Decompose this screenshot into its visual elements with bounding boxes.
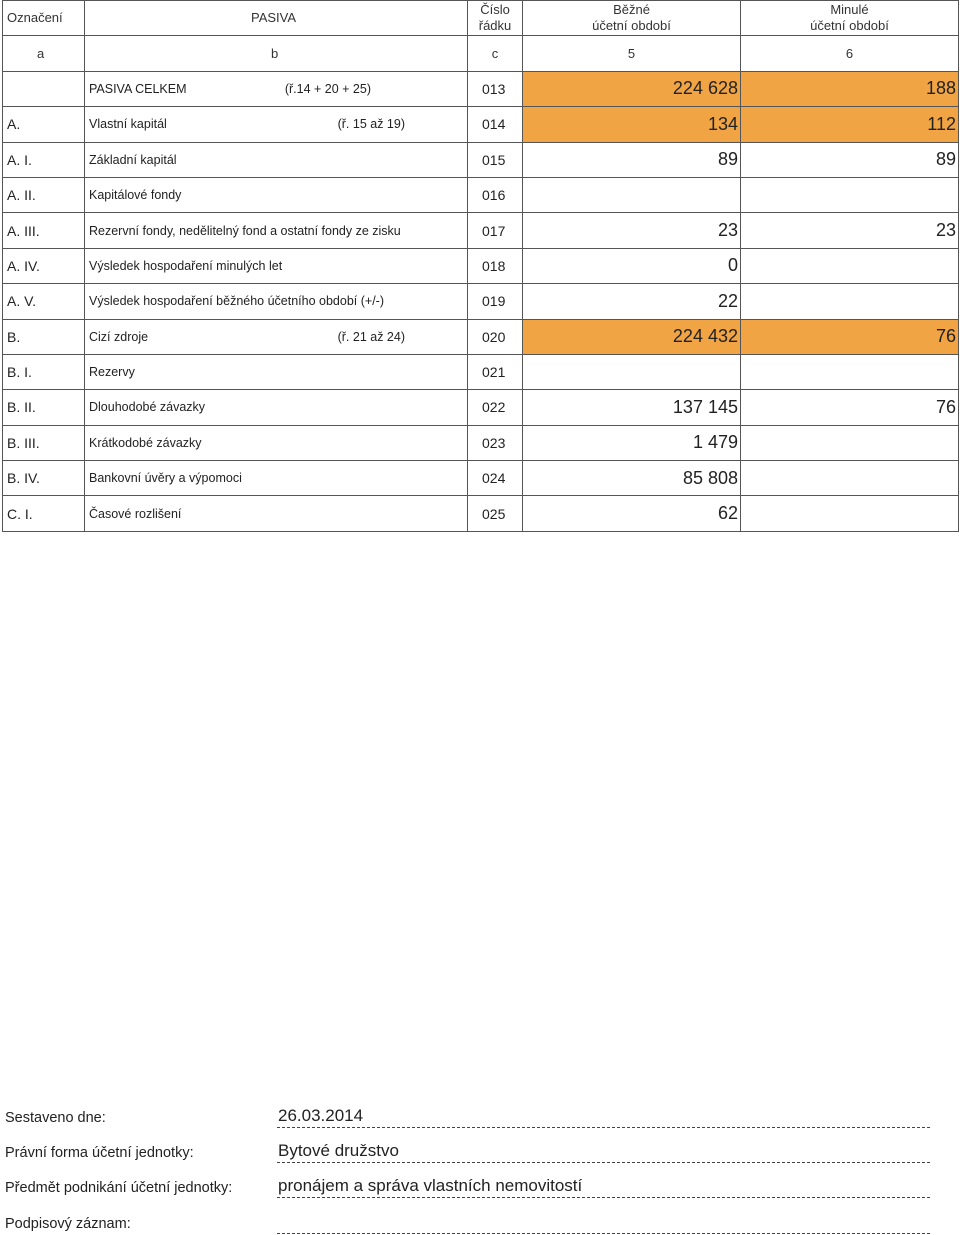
row-mark [3, 71, 85, 106]
row-name-text: Základní kapitál [89, 152, 177, 167]
row-name [85, 319, 468, 354]
row-current-value: 1 479 [523, 425, 741, 460]
row-mark: B. I. [3, 354, 85, 389]
row-name-text: Dlouhodobé závazky [89, 400, 206, 415]
row-name-text: Cizí zdroje [89, 329, 149, 344]
row-previous-value [741, 354, 959, 389]
row-previous-value: 89 [741, 142, 959, 177]
row-mark: A. I. [3, 142, 85, 177]
row-name-text: Kapitálové fondy [89, 188, 182, 203]
footer-business-row [5, 1174, 935, 1198]
table-row [3, 461, 959, 496]
date-label: Sestaveno dne: [5, 1110, 106, 1126]
table-row [3, 107, 959, 142]
row-name [85, 213, 468, 248]
row-code: 016 [468, 177, 523, 212]
row-previous-value: 76 [741, 319, 959, 354]
signature-label: Podpisový záznam: [5, 1216, 131, 1232]
row-name-text: Bankovní úvěry a výpomoci [89, 471, 242, 486]
row-code: 022 [468, 390, 523, 425]
row-name-text: Vlastní kapitál [89, 117, 167, 132]
sub-col-a: a [3, 36, 85, 71]
row-name [85, 461, 468, 496]
row-name-text: Rezervy [89, 365, 135, 380]
row-mark: B. IV. [3, 461, 85, 496]
table-row [3, 248, 959, 283]
header-col-current: Běžné účetní období [523, 1, 741, 36]
row-current-value: 134 [523, 107, 741, 142]
row-name [85, 390, 468, 425]
table-row [3, 213, 959, 248]
legal-form-value: Bytové družstvo [277, 1141, 930, 1163]
business-value: pronájem a správa vlastních nemovitostí [277, 1176, 930, 1198]
header-col-name: PASIVA [85, 1, 468, 36]
row-formula: (ř.14 + 20 + 25) [284, 81, 371, 96]
row-code: 020 [468, 319, 523, 354]
row-current-value [523, 177, 741, 212]
liabilities-table [2, 0, 959, 532]
row-code: 014 [468, 107, 523, 142]
row-mark: A. II. [3, 177, 85, 212]
table-row [3, 71, 959, 106]
row-code: 017 [468, 213, 523, 248]
row-current-value: 22 [523, 284, 741, 319]
row-name-text: Rezervní fondy, nedělitelný fond a ostatní fondy ze zisku [89, 223, 401, 238]
row-current-value [523, 354, 741, 389]
legal-form-label: Právní forma účetní jednotky: [5, 1145, 194, 1161]
date-value: 26.03.2014 [277, 1106, 930, 1128]
row-current-value: 23 [523, 213, 741, 248]
row-previous-value [741, 425, 959, 460]
business-label: Předmět podnikání účetní jednotky: [5, 1180, 233, 1196]
row-formula: (ř. 21 až 24) [337, 329, 405, 344]
table-row [3, 319, 959, 354]
row-previous-value [741, 177, 959, 212]
row-code: 025 [468, 496, 523, 531]
header-col-mark: Označení [3, 1, 85, 36]
row-name [85, 284, 468, 319]
row-code: 013 [468, 71, 523, 106]
row-mark: B. [3, 319, 85, 354]
row-name [85, 177, 468, 212]
row-previous-value: 23 [741, 213, 959, 248]
row-mark: A. III. [3, 213, 85, 248]
row-name [85, 71, 468, 106]
row-name-text: Výsledek hospodaření minulých let [89, 258, 283, 273]
row-current-value: 0 [523, 248, 741, 283]
table-row [3, 425, 959, 460]
row-previous-value: 112 [741, 107, 959, 142]
table-row [3, 354, 959, 389]
table-row [3, 496, 959, 531]
row-code: 019 [468, 284, 523, 319]
table-row [3, 284, 959, 319]
row-current-value: 62 [523, 496, 741, 531]
sub-col-b: b [85, 36, 468, 71]
row-code: 024 [468, 461, 523, 496]
row-previous-value [741, 248, 959, 283]
row-previous-value [741, 461, 959, 496]
row-mark: A. IV. [3, 248, 85, 283]
row-name-text: Časové rozlišení [89, 506, 182, 521]
row-current-value: 85 808 [523, 461, 741, 496]
sub-col-c: c [468, 36, 523, 71]
row-name [85, 354, 468, 389]
row-current-value: 224 432 [523, 319, 741, 354]
row-previous-value: 76 [741, 390, 959, 425]
row-code: 021 [468, 354, 523, 389]
row-mark: A. V. [3, 284, 85, 319]
row-mark: B. III. [3, 425, 85, 460]
footer-legal-row [5, 1139, 935, 1163]
row-previous-value [741, 284, 959, 319]
row-name [85, 496, 468, 531]
footer-date-row [5, 1104, 935, 1128]
row-name-text: Výsledek hospodaření běžného účetního období (+/-) [89, 294, 384, 309]
row-mark: B. II. [3, 390, 85, 425]
header-col-code: Číslo řádku [468, 1, 523, 36]
row-code: 018 [468, 248, 523, 283]
row-previous-value [741, 496, 959, 531]
row-code: 023 [468, 425, 523, 460]
table-row [3, 177, 959, 212]
row-name [85, 107, 468, 142]
row-name [85, 142, 468, 177]
row-name-text: Krátkodobé závazky [89, 435, 202, 450]
footer-signature-row [5, 1210, 935, 1234]
row-name-text: PASIVA CELKEM [89, 81, 187, 96]
row-code: 015 [468, 142, 523, 177]
table-row [3, 142, 959, 177]
header-col-previous: Minulé účetní období [741, 1, 959, 36]
row-current-value: 224 628 [523, 71, 741, 106]
sub-col-6: 6 [741, 36, 959, 71]
row-current-value: 89 [523, 142, 741, 177]
table-row [3, 390, 959, 425]
row-current-value: 137 145 [523, 390, 741, 425]
row-mark: A. [3, 107, 85, 142]
row-name [85, 248, 468, 283]
row-mark: C. I. [3, 496, 85, 531]
signature-value [277, 1212, 930, 1234]
row-name [85, 425, 468, 460]
row-formula: (ř. 15 až 19) [337, 117, 405, 132]
sub-col-5: 5 [523, 36, 741, 71]
header-row [3, 1, 959, 36]
row-previous-value: 188 [741, 71, 959, 106]
header-subrow [3, 36, 959, 71]
